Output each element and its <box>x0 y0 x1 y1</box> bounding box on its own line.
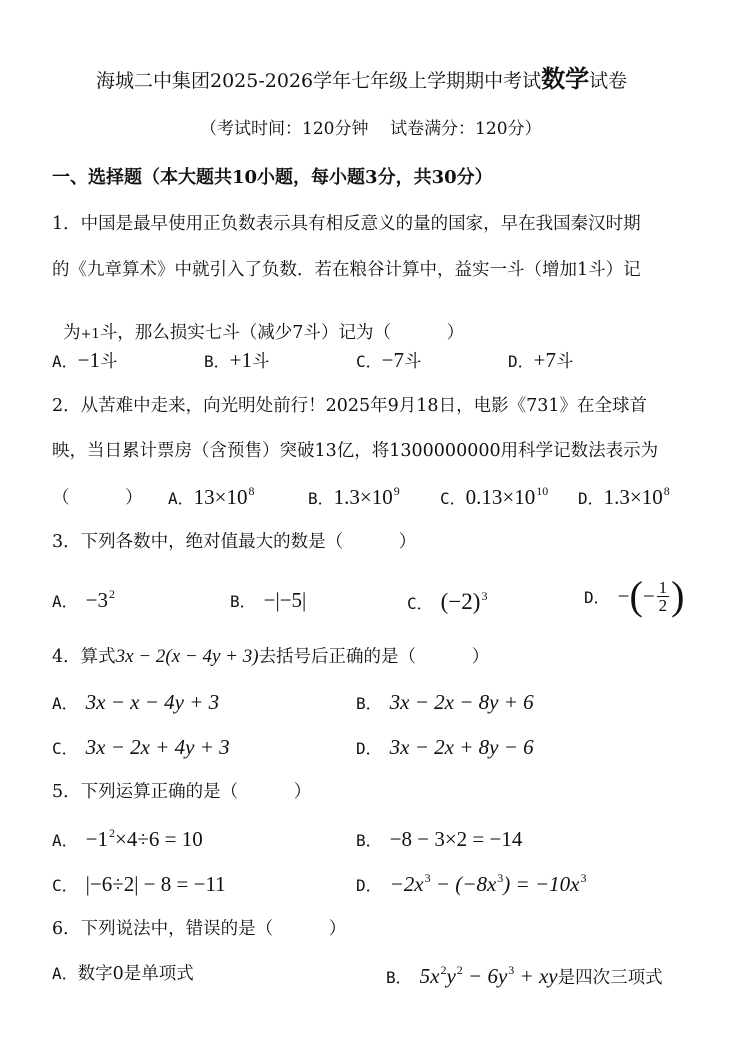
question-1-line-3 <box>52 307 464 342</box>
title-suffix: 试卷 <box>589 70 628 92</box>
q5-option-b: B． −8 − 3×2 = −14 <box>356 827 523 851</box>
page-title <box>96 64 628 93</box>
question-1-line-2: 的《九章算术》中就引入了负数．若在粮谷计算中，益实一斗（增加1斗）记 <box>52 260 641 280</box>
section-heading: 一、选择题（本大题共10小题，每小题3分，共30分） <box>52 167 493 188</box>
q4-option-b: B． 3x − 2x − 8y + 6 <box>356 690 534 714</box>
q3-option-d: D． − ( − $\frac{1}{2}$ ) <box>584 573 685 618</box>
q3-option-a: A． $-3^2$ <box>52 587 115 612</box>
q5-option-c: C． |−6÷2| − 8 = −11 <box>52 872 226 896</box>
q2-answer-paren: （ ） <box>52 488 143 508</box>
fraction-one-half: $\frac{1}{2}$ <box>658 577 668 615</box>
q3-option-b: B． −|−5| <box>230 588 307 612</box>
q1-text-a: 为 <box>63 322 81 343</box>
title-subject: 数学 <box>541 64 590 93</box>
question-1-line-1: 1．中国是最早使用正负数表示具有相反意义的量的国家，早在我国秦汉时期 <box>52 214 641 234</box>
q2-option-a: A．$13\times 10^8$ <box>168 484 255 509</box>
q6-option-b: B． $5x^2y^2 - 6y^3$ + xy是四次三项式 <box>386 963 663 988</box>
q1-text-c: 斗，那么损实七斗（减少7斗）记为（ ） <box>99 322 465 343</box>
q1-option-b: B．+1斗 <box>204 348 270 372</box>
q1-option-c: C．−7斗 <box>356 348 422 372</box>
exam-info: （考试时间：120分钟 试卷满分：120分） <box>200 119 542 139</box>
q3-option-c: C． $(-2)^3$ <box>407 589 488 614</box>
question-5-line-1: 5．下列运算正确的是（ ） <box>52 782 312 802</box>
title-main: 海城二中集团2025-2026学年七年级上学期期中考试 <box>96 70 542 92</box>
q1-plus-one: +1 <box>80 326 100 342</box>
q1-option-d: D．+7斗 <box>508 348 574 372</box>
question-4-line-1: 4．算式3x − 2(x − 4y + 3)去括号后正确的是（ ） <box>52 646 490 667</box>
q2-option-d: D．$1.3\times 10^8$ <box>578 484 670 509</box>
q6-option-a: A．数字0是单项式 <box>52 964 194 984</box>
q4-option-a: A． 3x − x − 4y + 3 <box>52 690 220 714</box>
q4-option-c: C． 3x − 2x + 4y + 3 <box>52 735 230 759</box>
q4-option-d: D． 3x − 2x + 8y − 6 <box>356 735 534 759</box>
q1-option-a: A．−1斗 <box>52 348 118 372</box>
question-6-line-1: 6．下列说法中，错误的是（ ） <box>52 919 347 939</box>
question-3-line-1: 3．下列各数中，绝对值最大的数是（ ） <box>52 532 417 552</box>
question-2-line-1: 2．从苦难中走来，向光明处前行！2025年9月18日，电影《731》在全球首 <box>52 396 647 416</box>
q2-option-c: C．$0.13\times 10^{10}$ <box>440 484 549 509</box>
q5-option-a: A． $-1^2\times 4\div 6 = 10$ <box>52 826 203 851</box>
q2-option-b: B．$1.3\times 10^9$ <box>308 484 400 509</box>
question-2-line-2: 映，当日累计票房（含预售）突破13亿，将1300000000用科学记数法表示为 <box>52 441 659 461</box>
q5-option-d: D． $-2x^3 - (-8x^3) = -10x^3$ <box>356 871 587 896</box>
